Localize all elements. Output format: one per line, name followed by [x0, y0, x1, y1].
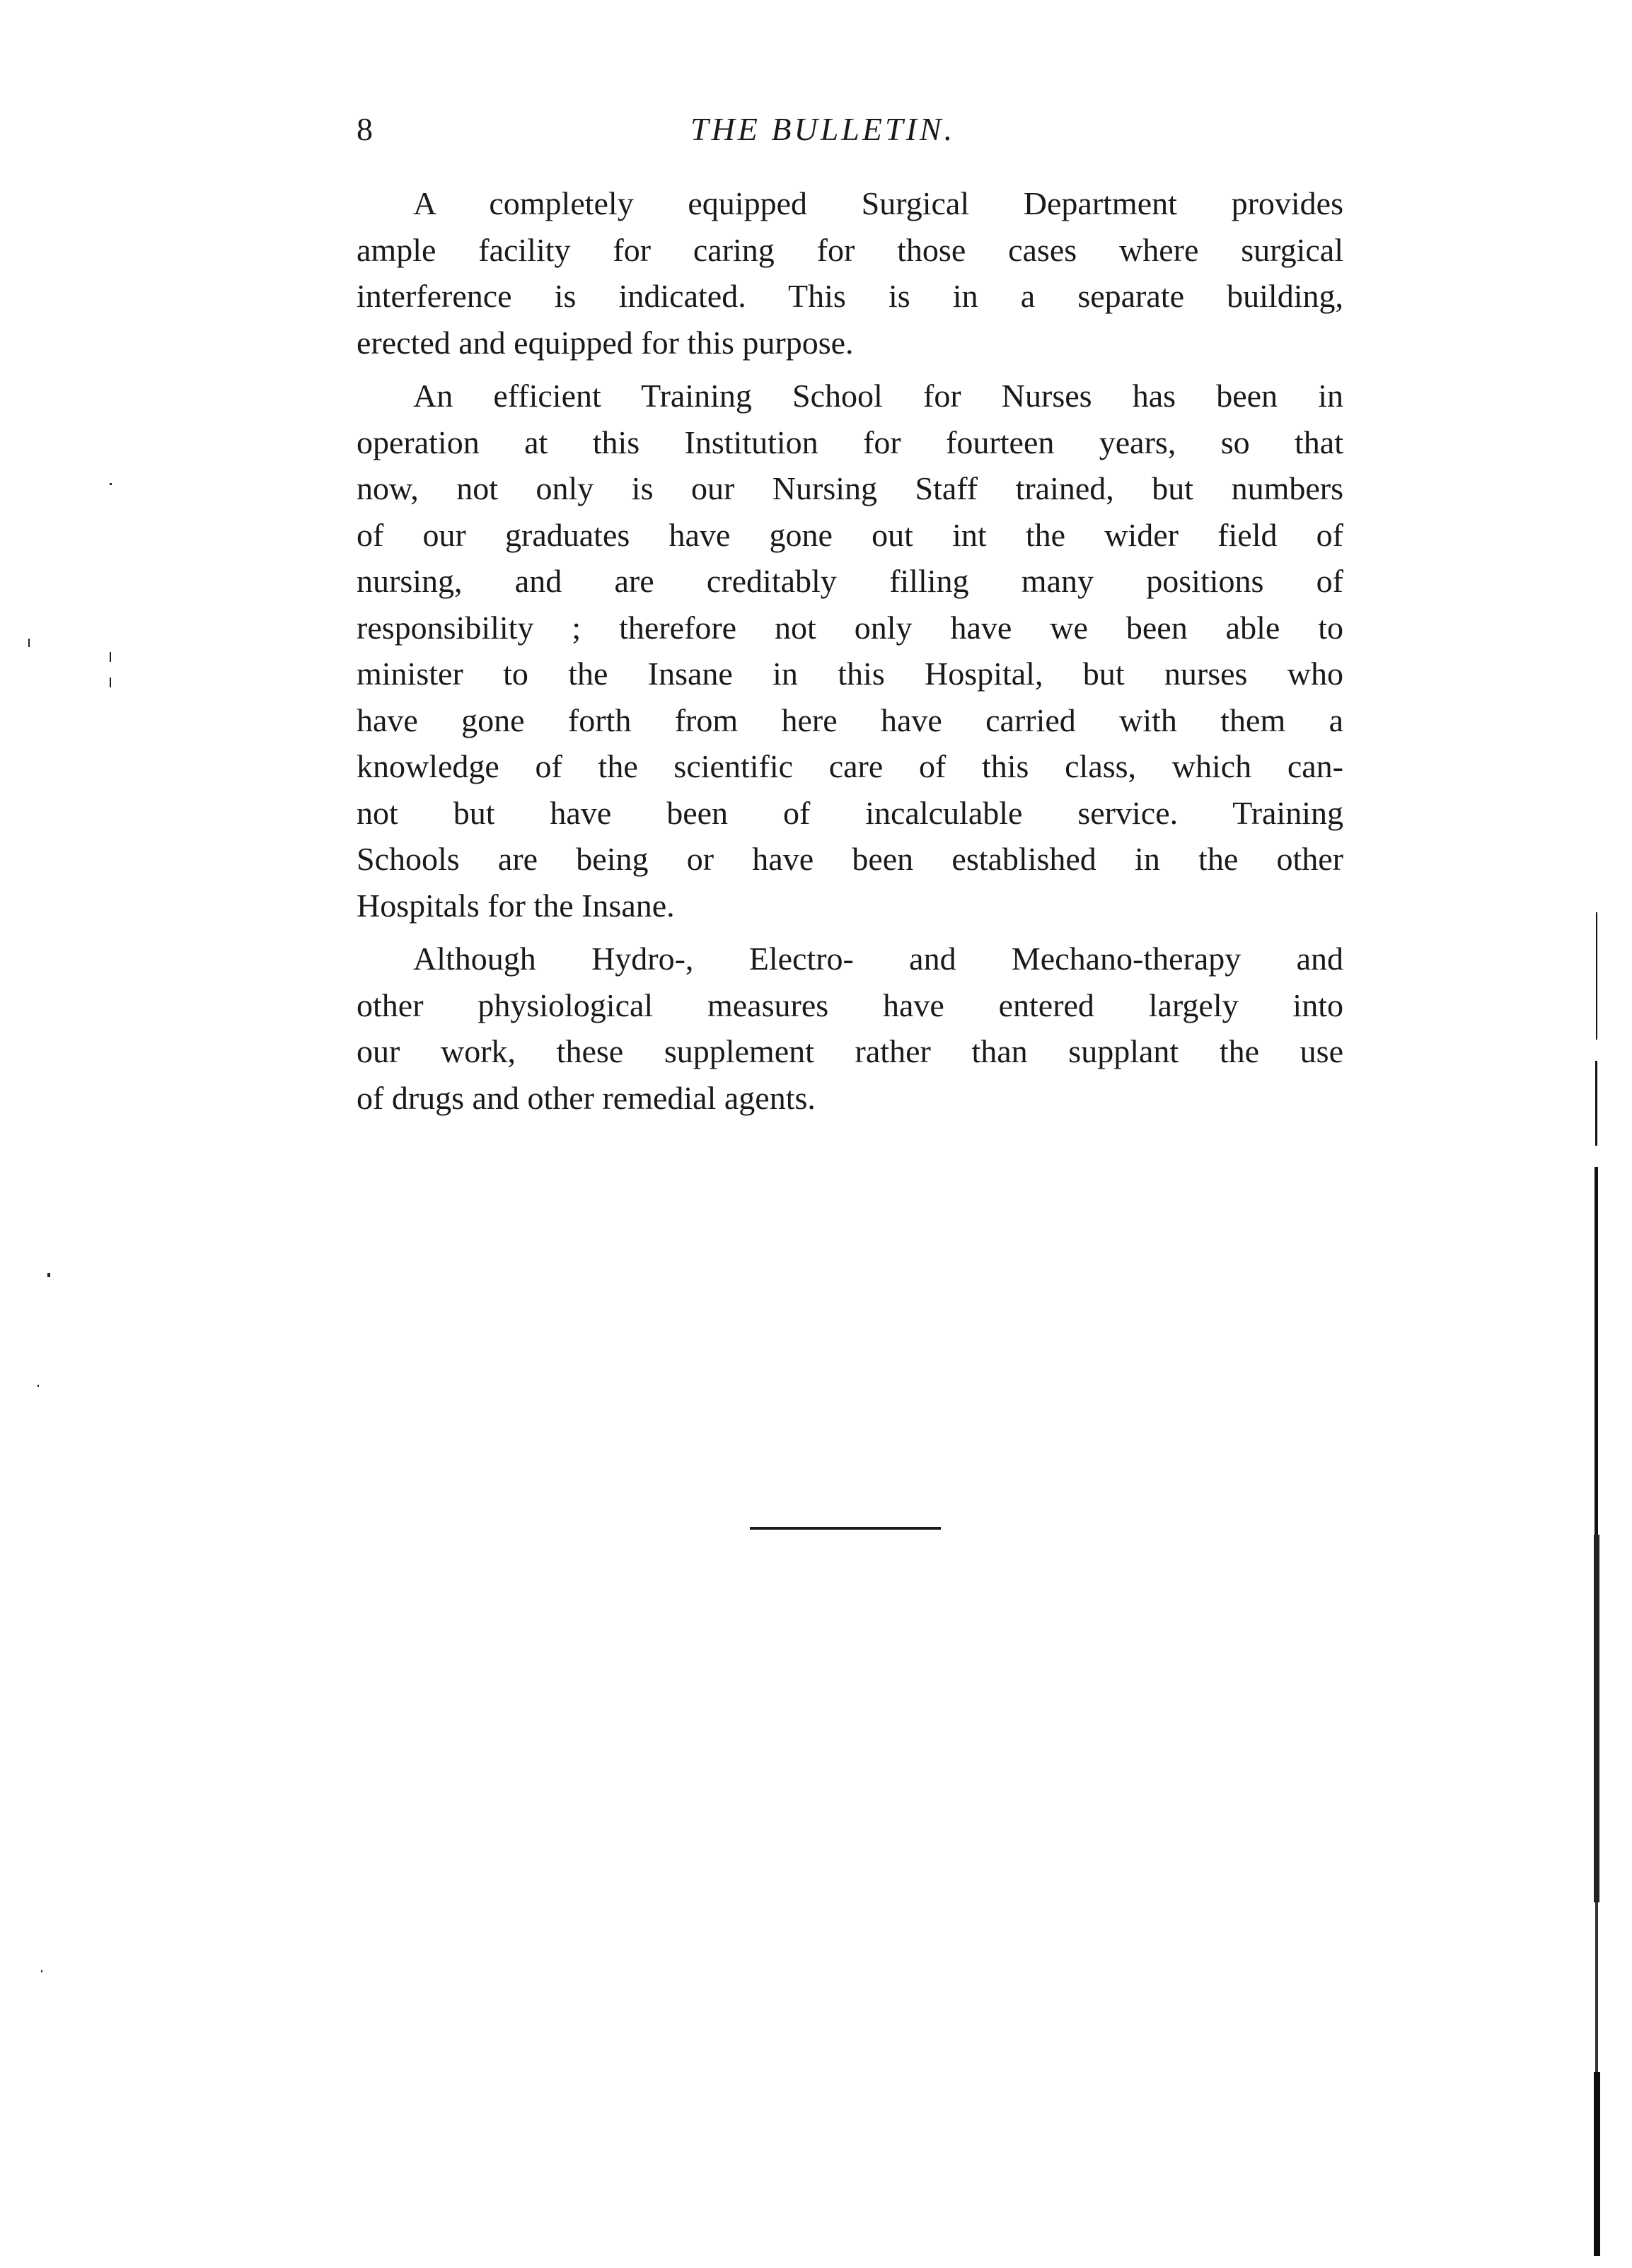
- scan-speck: [110, 678, 111, 687]
- scan-speck: [110, 483, 112, 485]
- paragraph-therapy: [357, 936, 1343, 1121]
- scan-speck: [28, 639, 30, 647]
- body-text: [357, 180, 1343, 1128]
- binding-edge: [1592, 912, 1602, 2256]
- paragraph-training-school: [357, 373, 1343, 929]
- text-line: ample facility for caring for those cases where surgical: [357, 231, 1343, 268]
- text-line: Schools are being or have been established in the other: [357, 841, 1343, 877]
- text-line: responsibility ; therefore not only have we been able to: [357, 609, 1343, 646]
- text-line: now, not only is our Nursing Staff trained, but numbers: [357, 470, 1343, 506]
- text-line: of our graduates have gone out int the wider field of: [357, 516, 1343, 553]
- section-end-rule: [750, 1527, 941, 1530]
- text-line: An efficient Training School for Nurses has been in: [413, 378, 1343, 414]
- text-line: not but have been of incalculable service. Training: [357, 794, 1343, 831]
- text-line: of drugs and other remedial agents.: [357, 1079, 816, 1116]
- text-line: other physiological measures have entered largely into: [357, 987, 1343, 1023]
- text-line: minister to the Insane in this Hospital, but nurses who: [357, 656, 1343, 692]
- scan-speck: [47, 1273, 50, 1277]
- text-line: interference is indicated. This is in a separate building,: [357, 278, 1343, 314]
- text-line: A completely equipped Surgical Department provides: [413, 185, 1343, 221]
- running-head: [357, 105, 1347, 154]
- text-line: operation at this Institution for fourteen years, so that: [357, 424, 1343, 460]
- text-line: knowledge of the scientific care of this class, which can-: [357, 748, 1343, 784]
- text-line: our work, these supplement rather than supplant the use: [357, 1033, 1343, 1069]
- scan-speck: [41, 1970, 42, 1972]
- page-number: 8: [357, 111, 373, 147]
- running-title: THE BULLETIN.: [690, 111, 956, 147]
- scan-speck: [37, 1385, 39, 1387]
- text-line: nursing, and are creditably filling many positions of: [357, 563, 1343, 599]
- text-line: have gone forth from here have carried with them a: [357, 702, 1343, 738]
- text-line: erected and equipped for this purpose.: [357, 324, 854, 361]
- text-line: Hospitals for the Insane.: [357, 887, 675, 924]
- scan-speck: [110, 652, 111, 662]
- text-line: Although Hydro-, Electro- and Mechano-therapy and: [413, 941, 1343, 977]
- paragraph-surgical-department: [357, 180, 1343, 366]
